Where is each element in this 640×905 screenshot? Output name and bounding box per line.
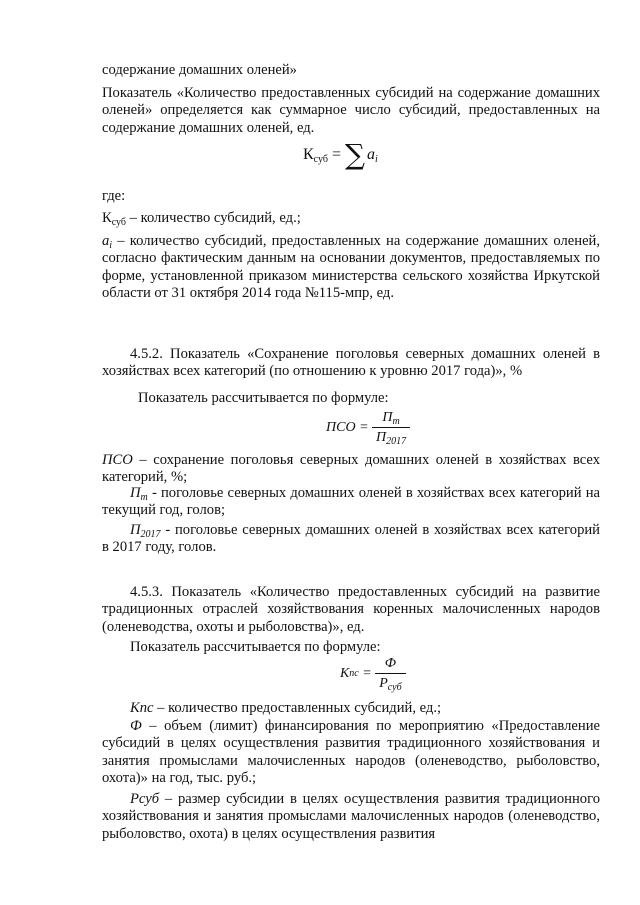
definition-kps: Кпс – количество предоставленных субсидий, ед.; (130, 700, 442, 716)
section-4-5-2-calc-text: Показатель рассчитывается по формуле: (138, 390, 389, 406)
definition-p2017: $П_{2017}$ - поголовье северных домашних оленей в хозяйствах всех категорий в 2017 году, голов. (102, 522, 600, 556)
formula-pso: ПСО = $\frac{П_т}{П_{2017}}$ (326, 409, 410, 447)
definition-pso: ПСО – сохранение поголовья северных домашних оленей в хозяйствах всех категорий, %; (102, 452, 600, 486)
formula-fraction: $\frac{П_т}{П_{2017}}$ (372, 409, 410, 447)
continuation-line: содержание домашних оленей» (102, 62, 297, 78)
formula-lhs: К (303, 146, 314, 163)
section-4-5-2-heading: 4.5.2. Показатель «Сохранение поголовья северных домашних оленей в хозяйствах всех категорий (по отношению к уровню 2017 года)», % (102, 346, 600, 380)
section-4-5-3-heading: 4.5.3. Показатель «Количество предоставленных субсидий на развитие традиционных отраслей хозяйствования коренных малочисленных народов (оленеводства, охоты и рыболовства)», ед. (102, 584, 600, 635)
formula-var: a (366, 146, 375, 163)
formula-var-sub: i (374, 154, 378, 165)
definition-ai: $a_i$ – количество субсидий, предоставленных на содержание домашних оленей, согласно фактическим данным на основании документов, предоставляемых по форме, установленной приказом министерства сельского хозяйства Иркутской области от 31 октября 2014 года №115-мпр, ед. (102, 233, 600, 302)
definition-rsub: Рсуб – размер субсидии в целях осуществления развития традиционного хозяйствования и занятия промыслами малочисленных народов (оленеводство, рыболовство, охота) в целях осуществления развития (102, 791, 600, 842)
formula-lhs: ПСО (326, 420, 356, 436)
formula-lhs: К (340, 666, 350, 682)
definition-pt: $П_т$ - поголовье северных домашних оленей в хозяйствах всех категорий на текущий год, голов; (102, 485, 600, 519)
where-label: где: (102, 188, 126, 204)
sum-symbol: ∑ (344, 138, 365, 171)
section-4-5-3-calc-text: Показатель рассчитывается по формуле: (130, 639, 381, 655)
formula-lhs-sub: суб (313, 154, 328, 165)
formula-kps: Кпс = $\frac{Ф}{Р_{суб}}$ (340, 655, 406, 693)
indicator-description: Показатель «Количество предоставленных субсидий на содержание домашних оленей» определяется как суммарное число субсидий, предоставленных на содержание домашних оленей, ед. (102, 85, 600, 136)
definition-phi: Ф – объем (лимит) финансирования по мероприятию «Предоставление субсидий в целях осуществления развития традиционного хозяйствования и занятия промыслами малочисленных народов (оленеводство, рыболовство, охота)» на год, тыс. руб.; (102, 718, 600, 787)
formula-eq: = (327, 146, 345, 163)
formula-fraction: $\frac{Ф}{Р_{суб}}$ (375, 655, 405, 693)
definition-ksub: $К_{суб}$ – количество субсидий, ед.; (102, 210, 301, 228)
formula-subsidy-count (303, 138, 378, 171)
